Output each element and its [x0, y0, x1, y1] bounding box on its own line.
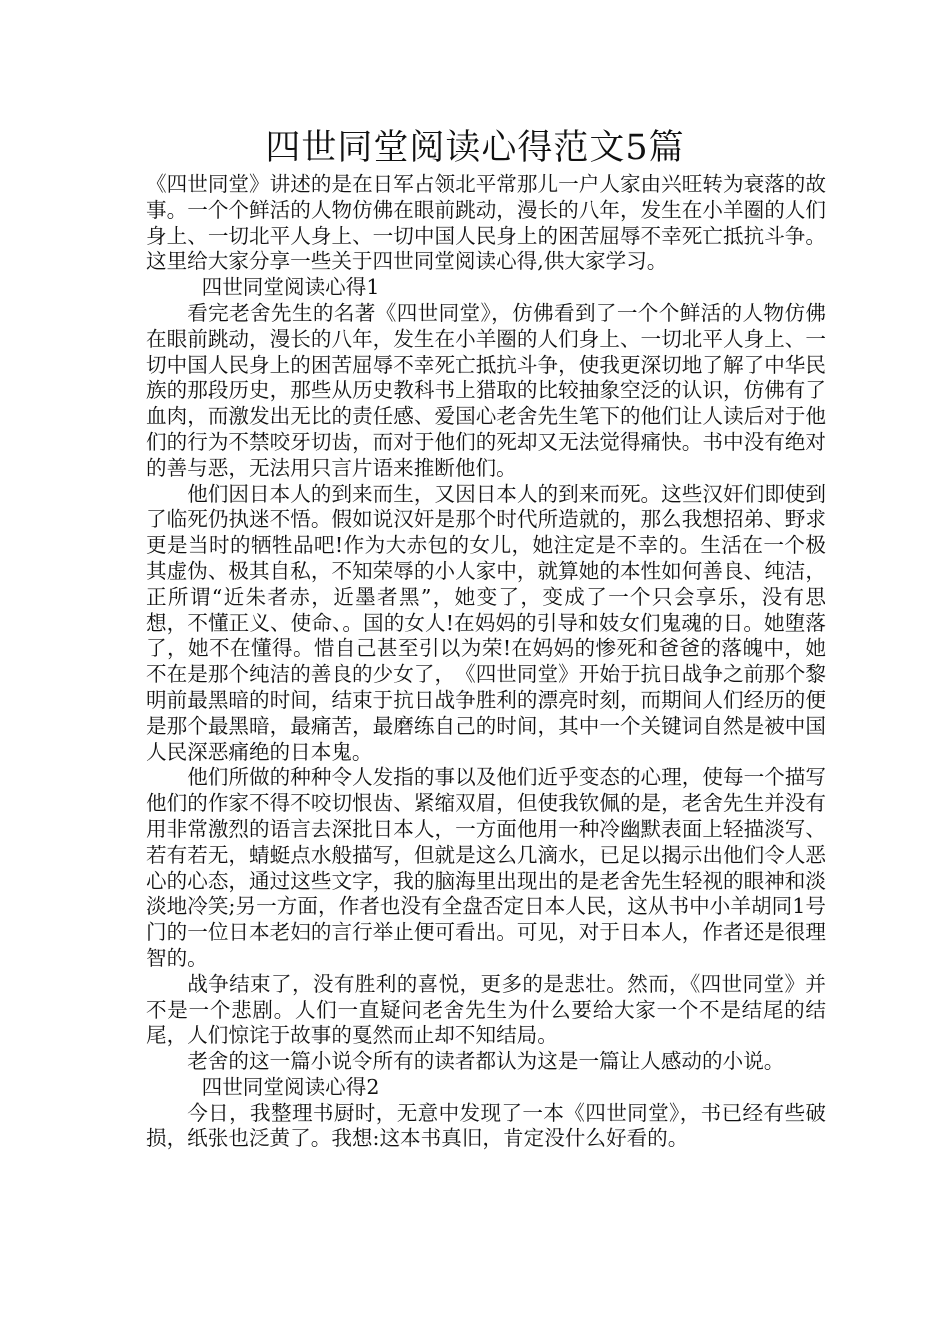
body-paragraph: 战争结束了，没有胜利的喜悦，更多的是悲壮。然而，《四世同堂》并不是一个悲剧。人们一直疑问老舍先生为什么要给大家一个不是结尾的结尾，人们惊诧于故事的戛然而止却不知结局。	[146, 971, 826, 1048]
document-title: 四世同堂阅读心得范文5篇	[265, 128, 685, 168]
body-paragraph: 今日，我整理书厨时，无意中发现了一本《四世同堂》，书已经有些破损，纸张也泛黄了。我想:这本书真旧，肯定没什么好看的。	[146, 1100, 826, 1151]
body-paragraph: 他们因日本人的到来而生，又因日本人的到来而死。这些汉奸们即使到了临死仍执迷不悟。假如说汉奸是那个时代所造就的，那么我想招弟、野求更是当时的牺牲品吧!作为大赤包的女儿，她注定是不幸的。生活在一个极其虚伪、极其自私，不知荣辱的小人家中，就算她的本性如何善良、纯洁，正所谓“近朱者赤，近墨者黑”，她变了，变成了一个只会享乐，没有思想，不懂正义、使命、。国的女人!在妈妈的引导和妓女们鬼魂的日。她堕落了，她不在懂得。惜自己甚至引以为荣!在妈妈的惨死和爸爸的落魄中，她不在是那个纯洁的善良的少女了， 《四世同堂》开始于抗日战争之前那个黎明前最黑暗的时间，结束于抗日战争胜利的漂亮时刻，而期间人们经历的便是那个最黑暗，最痛苦，最磨练自己的时间，其中一个关键词自然是被中国人民深恶痛绝的日本鬼。	[146, 481, 826, 764]
body-paragraph: 老舍的这一篇小说令所有的读者都认为这是一篇让人感动的小说。	[187, 1049, 785, 1074]
document-body	[146, 172, 826, 1152]
body-paragraph: 他们所做的种种令人发指的事以及他们近乎变态的心理，使每一个描写他们的作家不得不咬切恨齿、紧缩双眉，但使我钦佩的是，老舍先生并没有用非常激烈的语言去深批日本人，一方面他用一种冷幽默表面上轻描淡写、若有若无，蜻蜓点水般描写，但就是这么几滴水，已足以揭示出他们令人恶心的心态，通过这些文字，我的脑海里出现出的是老舍先生轻视的眼神和淡淡地冷笑;另一方面，作者也没有全盘否定日本人民，这从书中小羊胡同1号门的一位日本老妇的言行举止便可看出。可见，对于日本人，作者还是很理智的。	[146, 765, 826, 970]
section-heading-1: 四世同堂阅读心得1	[201, 275, 380, 300]
intro-paragraph: 《四世同堂》讲述的是在日军占领北平常那儿一户人家由兴旺转为衰落的故事。一个个鲜活的人物仿佛在眼前跳动，漫长的八年，发生在小羊圈的人们身上、一切北平人身上、一切中国人民身上的困苦屈辱不幸死亡抵抗斗争。这里给大家分享一些关于四世同堂阅读心得,供大家学习。	[146, 172, 826, 274]
body-paragraph: 看完老舍先生的名著《四世同堂》，仿佛看到了一个个鲜活的人物仿佛在眼前跳动，漫长的八年，发生在小羊圈的人们身上、一切北平人身上、一切中国人民身上的困苦屈辱不幸死亡抵抗斗争，使我更深切地了解了中华民族的那段历史，那些从历史教科书上猎取的比较抽象空泛的认识，仿佛有了血肉，而激发出无比的责任感、爱国心老舍先生笔下的他们让人读后对于他们的行为不禁咬牙切齿，而对于他们的死却又无法觉得痛快。书中没有绝对的善与恶，无法用只言片语来推断他们。	[146, 300, 826, 480]
section-heading-2: 四世同堂阅读心得2	[201, 1074, 380, 1099]
